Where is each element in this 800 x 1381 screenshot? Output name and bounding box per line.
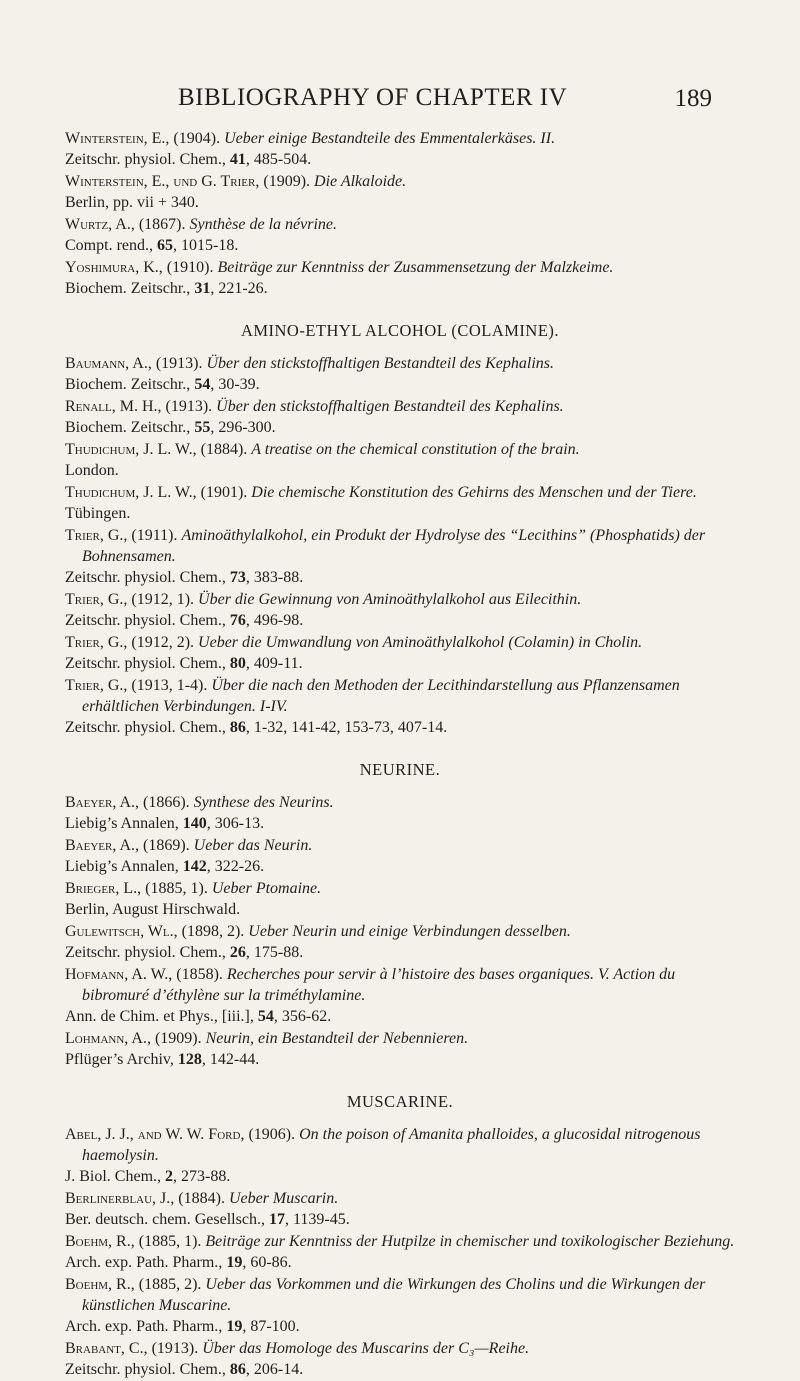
bibliography-entry: [65, 128, 735, 170]
entry-title: Über die Gewinnung von Aminoäthylalkohol aus Eilecithin.: [198, 591, 582, 608]
entry-pages: , 485-504.: [245, 151, 312, 168]
entry-year: (1912, 1).: [131, 591, 195, 608]
entry-volume: 86: [229, 719, 246, 736]
entry-volume: 54: [257, 1008, 274, 1025]
entry-source-text: Biochem. Zeitschr.,: [65, 376, 195, 393]
entry-volume: 41: [229, 151, 246, 168]
bibliography-body: [65, 128, 735, 1381]
entry-source: [65, 1049, 735, 1070]
entry-sep: ,: [123, 634, 132, 651]
entry-pages: , 273-88.: [173, 1168, 231, 1185]
bibliography-entry: [65, 1124, 735, 1187]
entry-sep: ,: [130, 216, 139, 233]
entry-author: Trier, G.: [65, 591, 124, 608]
entry-source-text: Biochem. Zeitschr.,: [65, 280, 195, 297]
entry-title: Ueber das Vorkommen und die Wirkungen des Cholins und die Wirkungen der künstlichen Muscarine.: [82, 1276, 706, 1314]
entry-source: [65, 717, 735, 738]
entry-title: On the poison of Amanita phalloides, a glucosidal nitrogenous haemolysin.: [82, 1126, 701, 1164]
entry-year: (1885, 1).: [138, 1233, 202, 1250]
entry-author: Brieger, L.: [65, 880, 138, 897]
entry-title: Ueber Neurin und einige Verbindungen desselben.: [248, 923, 571, 940]
bibliography-entry: [65, 1188, 735, 1230]
entry-pages: , 322-26.: [206, 858, 265, 875]
entry-year: (1867).: [138, 216, 186, 233]
entry-source: [65, 1209, 735, 1230]
entry-author: Renall, M. H.: [65, 398, 158, 415]
entry-title: Synthèse de la névrine.: [189, 216, 337, 233]
entry-year: (1869).: [143, 837, 190, 854]
entry-sep: ,: [135, 794, 144, 811]
entry-source-text: Berlin, August Hirschwald.: [65, 901, 241, 918]
entry-title: Die Alkaloide.: [314, 173, 407, 190]
entry-source-text: Zeitschr. physiol. Chem.,: [65, 1361, 230, 1378]
entry-sep: ,: [192, 441, 201, 458]
entry-source: [65, 192, 735, 213]
entry-author: Boehm, R.: [65, 1233, 131, 1250]
bibliography-entry: [65, 214, 735, 256]
entry-pages: , 296-300.: [210, 419, 276, 436]
entry-author: Baeyer, A.: [65, 794, 136, 811]
entry-year: (1884).: [178, 1190, 225, 1207]
entry-source: [65, 567, 735, 588]
entry-author: Gulewitsch, Wl.: [65, 923, 174, 940]
entry-pages: , 1139-45.: [284, 1211, 350, 1228]
entry-volume: 19: [226, 1254, 243, 1271]
entry-sep: ,: [157, 398, 166, 415]
entry-sep: ,: [192, 484, 201, 501]
entry-title: Über das Homologe des Muscarins der C₃—Reihe.: [202, 1340, 530, 1357]
entry-year: (1866).: [143, 794, 190, 811]
bibliography-entry: [65, 171, 735, 213]
entry-author: Hofmann, A. W.: [65, 966, 169, 983]
entry-title: Ueber Ptomaine.: [211, 880, 322, 897]
bibliography-entry: [65, 835, 735, 877]
entry-title: Ueber die Umwandlung von Aminoäthylalkohol (Colamin) in Cholin.: [198, 634, 643, 651]
bibliography-entry: [65, 1028, 735, 1070]
entry-author: Baeyer, A.: [65, 837, 136, 854]
entry-source-text: Arch. exp. Path. Pharm.,: [65, 1254, 227, 1271]
entry-source: [65, 899, 735, 920]
entry-year: (1901).: [200, 484, 248, 501]
entry-source-text: Biochem. Zeitschr.,: [65, 419, 195, 436]
bibliography-entry: [65, 439, 735, 481]
entry-author: Thudichum, J. L. W.: [65, 484, 193, 501]
entry-year: (1884).: [200, 441, 248, 458]
bibliography-entry: [65, 1274, 735, 1337]
entry-source: [65, 235, 735, 256]
entry-title: Ueber einige Bestandteile des Emmentalerkäses. II.: [224, 130, 556, 147]
entry-year: (1911).: [131, 527, 178, 544]
entry-pages: , 30-39.: [210, 376, 260, 393]
entry-source: [65, 1006, 735, 1027]
entry-sep: ,: [158, 259, 167, 276]
entry-title: Über den stickstoffhaltigen Bestandteil des Kephalins.: [216, 398, 564, 415]
entry-volume: 31: [194, 280, 211, 297]
bibliography-entry: [65, 257, 735, 299]
entry-title: Beiträge zur Kenntniss der Zusammensetzung der Malzkeime.: [217, 259, 614, 276]
entry-year: (1913).: [165, 398, 213, 415]
bibliography-entry: [65, 964, 735, 1027]
entry-volume: 80: [229, 655, 246, 672]
entry-title: Beiträge zur Kenntniss der Hutpilze in chemischer und toxikologischer Beziehung.: [205, 1233, 735, 1250]
entry-sep: ,: [168, 966, 177, 983]
entry-sep: ,: [146, 1030, 155, 1047]
entry-sep: ,: [123, 527, 132, 544]
entry-pages: , 306-13.: [206, 815, 265, 832]
entry-year: (1885, 2).: [138, 1276, 202, 1293]
entry-pages: , 60-86.: [242, 1254, 292, 1271]
entry-year: (1906).: [248, 1126, 296, 1143]
entry-year: (1909).: [263, 173, 311, 190]
entry-source: [65, 1359, 735, 1380]
entry-pages: , 87-100.: [242, 1318, 300, 1335]
entry-source-text: Ann. de Chim. et Phys., [iii.],: [65, 1008, 258, 1025]
entry-sep: ,: [255, 173, 264, 190]
entry-author: Thudichum, J. L. W.: [65, 441, 193, 458]
entry-source: [65, 417, 735, 438]
entry-author: Trier, G.: [65, 634, 124, 651]
entry-year: (1912, 2).: [131, 634, 195, 651]
entry-year: (1858).: [176, 966, 223, 983]
bibliography-section: [65, 760, 735, 1070]
entry-title: Ueber das Neurin.: [193, 837, 313, 854]
entry-volume: 55: [194, 419, 211, 436]
entry-volume: 73: [229, 569, 246, 586]
entry-title: Über die nach den Methoden der Lecithindarstellung aus Pflanzensamen erhältlichen Verbindungen. I-IV.: [82, 677, 680, 715]
entry-source-text: Pflüger’s Archiv,: [65, 1051, 178, 1068]
entry-source: [65, 460, 735, 481]
entry-year: (1910).: [166, 259, 214, 276]
bibliography-entry: [65, 589, 735, 631]
entry-title: Über den stickstoffhaltigen Bestandteil des Kephalins.: [206, 355, 555, 372]
entry-pages: , 142-44.: [201, 1051, 260, 1068]
entry-title: Neurin, ein Bestandteil der Nebennieren.: [205, 1030, 469, 1047]
entry-volume: 86: [229, 1361, 246, 1378]
section-heading: MUSCARINE.: [346, 1092, 454, 1111]
entry-sep: ,: [165, 130, 174, 147]
entry-source: [65, 653, 735, 674]
entry-title: A treatise on the chemical constitution of the brain.: [251, 441, 580, 458]
bibliography-entry: [65, 525, 735, 588]
bibliography-entry: [65, 353, 735, 395]
bibliography-entry: [65, 878, 735, 920]
entry-source-text: London.: [65, 462, 119, 479]
entry-source-text: J. Biol. Chem.,: [65, 1168, 166, 1185]
entry-sep: ,: [147, 355, 156, 372]
entry-title: Ueber Muscarin.: [228, 1190, 339, 1207]
entry-source-text: Zeitschr. physiol. Chem.,: [65, 944, 230, 961]
page-number: 189: [674, 85, 712, 112]
section-heading: NEURINE.: [359, 760, 441, 779]
entry-source: [65, 942, 735, 963]
bibliography-entry: [65, 632, 735, 674]
entry-sep: ,: [170, 1190, 179, 1207]
page-header: [0, 84, 800, 124]
bibliography-entry: [65, 792, 735, 834]
entry-source-text: Berlin, pp. vii + 340.: [65, 194, 199, 211]
entry-sep: ,: [123, 677, 132, 694]
entry-sep: ,: [123, 591, 132, 608]
entry-source: [65, 1166, 735, 1187]
entry-volume: 65: [157, 237, 173, 254]
bibliography-section: [65, 128, 735, 299]
entry-source-text: Liebig’s Annalen,: [65, 815, 183, 832]
entry-author: Lohmann, A.: [65, 1030, 147, 1047]
entry-source: [65, 1316, 735, 1337]
entry-source: [65, 149, 735, 170]
entry-source-text: Zeitschr. physiol. Chem.,: [65, 655, 230, 672]
entry-sep: ,: [143, 1340, 152, 1357]
entry-author: Trier, G.: [65, 677, 124, 694]
bibliography-entry: [65, 482, 735, 524]
entry-year: (1898, 2).: [181, 923, 245, 940]
entry-source-text: Zeitschr. physiol. Chem.,: [65, 612, 230, 629]
running-title: BIBLIOGRAPHY OF CHAPTER IV: [178, 84, 568, 111]
entry-pages: , 1-32, 141-42, 153-73, 407-14.: [245, 719, 448, 736]
entry-title: Aminoäthylalkohol, ein Produkt der Hydrolyse des “Lecithins” (Phosphatids) der Bohnensamen.: [82, 527, 706, 565]
bibliography-section: [65, 1092, 735, 1380]
entry-sep: ,: [240, 1126, 249, 1143]
entry-pages: , 1015-18.: [173, 237, 239, 254]
entry-author: Berlinerblau, J.: [65, 1190, 171, 1207]
entry-volume: 128: [177, 1051, 202, 1068]
entry-pages: , 221-26.: [210, 280, 268, 297]
entry-title: Synthese des Neurins.: [193, 794, 334, 811]
entry-source-text: Tübingen.: [65, 505, 131, 522]
entry-author: Winterstein, E., und G. Trier: [65, 173, 256, 190]
entry-year: (1909).: [154, 1030, 202, 1047]
entry-source: [65, 1252, 735, 1273]
entry-author: Trier, G.: [65, 527, 124, 544]
entry-year: (1913).: [151, 1340, 199, 1357]
entry-source: [65, 278, 735, 299]
entry-source: [65, 503, 735, 524]
section-heading: AMINO-ETHYL ALCOHOL (COLAMINE).: [240, 321, 560, 340]
entry-volume: 26: [229, 944, 246, 961]
entry-author: Yoshimura, K.: [65, 259, 159, 276]
entry-pages: , 356-62.: [273, 1008, 332, 1025]
entry-source-text: Arch. exp. Path. Pharm.,: [65, 1318, 227, 1335]
entry-author: Boehm, R.: [65, 1276, 131, 1293]
entry-year: (1904).: [173, 130, 221, 147]
entry-author: Brabant, C.: [65, 1340, 144, 1357]
entry-pages: , 409-11.: [245, 655, 303, 672]
entry-pages: , 175-88.: [245, 944, 304, 961]
entry-volume: 140: [182, 815, 207, 832]
entry-source: [65, 610, 735, 631]
entry-source-text: Compt. rend.,: [65, 237, 157, 254]
entry-pages: , 206-14.: [245, 1361, 304, 1378]
entry-pages: , 496-98.: [245, 612, 304, 629]
entry-author: Winterstein, E.: [65, 130, 166, 147]
bibliography-entry: [65, 1338, 735, 1380]
entry-source: [65, 856, 735, 877]
entry-source-text: Zeitschr. physiol. Chem.,: [65, 569, 230, 586]
entry-year: (1913, 1-4).: [131, 677, 208, 694]
entry-title: Recherches pour servir à l’histoire des bases organiques. V. Action du bibromuré d’éthylène sur la triméthylamine.: [82, 966, 676, 1004]
entry-title: Die chemische Konstitution des Gehirns des Menschen und der Tiere.: [251, 484, 697, 501]
entry-sep: ,: [130, 1276, 139, 1293]
entry-source-text: Ber. deutsch. chem. Gesellsch.,: [65, 1211, 269, 1228]
bibliography-entry: [65, 1231, 735, 1273]
entry-source: [65, 374, 735, 395]
entry-source: [65, 813, 735, 834]
entry-volume: 54: [194, 376, 211, 393]
entry-volume: 17: [268, 1211, 285, 1228]
entry-year: (1885, 1).: [145, 880, 208, 897]
bibliography-entry: [65, 396, 735, 438]
entry-source-text: Zeitschr. physiol. Chem.,: [65, 151, 230, 168]
bibliography-entry: [65, 921, 735, 963]
bibliography-entry: [65, 675, 735, 738]
entry-source-text: Zeitschr. physiol. Chem.,: [65, 719, 230, 736]
entry-sep: ,: [173, 923, 182, 940]
entry-author: Baumann, A.: [65, 355, 148, 372]
entry-sep: ,: [137, 880, 146, 897]
entry-volume: 76: [229, 612, 246, 629]
entry-author: Abel, J. J., and W. W. Ford: [65, 1126, 241, 1143]
entry-author: Wurtz, A.: [65, 216, 131, 233]
entry-volume: 19: [226, 1318, 243, 1335]
entry-volume: 142: [182, 858, 207, 875]
entry-sep: ,: [135, 837, 144, 854]
entry-volume: 2: [165, 1168, 174, 1185]
entry-year: (1913).: [155, 355, 203, 372]
entry-source-text: Liebig’s Annalen,: [65, 858, 183, 875]
entry-pages: , 383-88.: [245, 569, 304, 586]
entry-sep: ,: [130, 1233, 139, 1250]
bibliography-section: [65, 321, 735, 738]
